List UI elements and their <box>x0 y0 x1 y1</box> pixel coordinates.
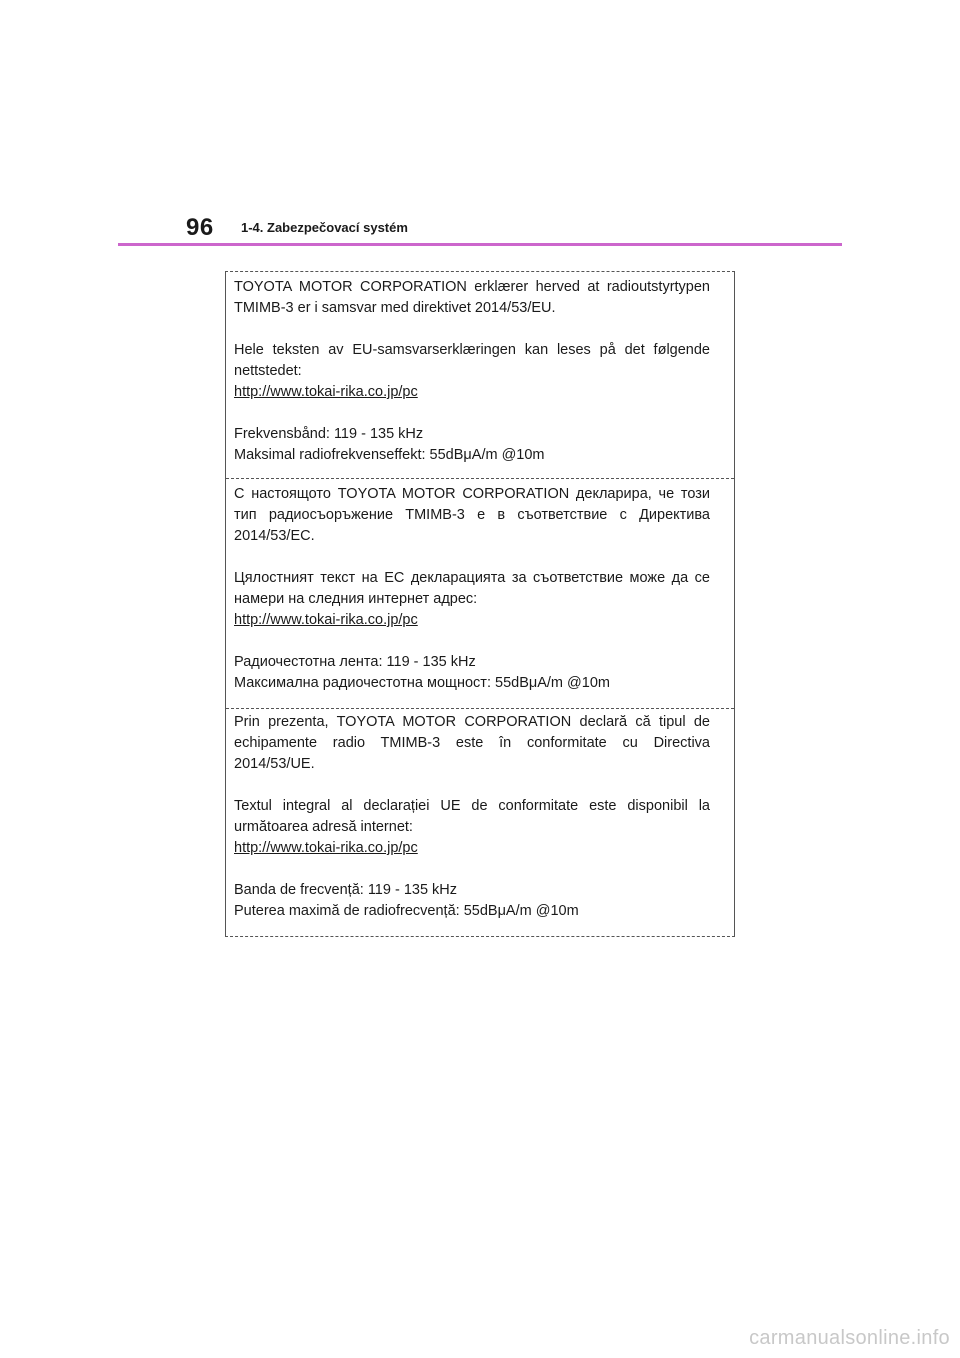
watermark: carmanualsonline.info <box>749 1327 950 1349</box>
spec-block <box>234 880 710 922</box>
declaration-text: Prin prezenta, TOYOTA MOTOR CORPORATION declară că tipul de echipamente radio TMIMB-3 este în conformitate cu Directiva 2014/53/UE. <box>234 714 710 772</box>
declaration-link[interactable]: http://www.tokai-rika.co.jp/pc <box>234 384 418 400</box>
spec-block <box>234 424 710 466</box>
declaration-section-bulgarian <box>226 484 734 694</box>
max-power: Puterea maximă de radiofrecvență: 55dBμA/m @10m <box>234 903 579 919</box>
declaration-link[interactable]: http://www.tokai-rika.co.jp/pc <box>234 612 418 628</box>
frequency-band: Frekvensbånd: 119 - 135 kHz <box>234 426 424 442</box>
full-text-intro: Textul integral al declarației UE de conformitate este disponibil la următoarea adresă internet: <box>234 798 710 835</box>
declaration-section-norwegian <box>226 277 734 466</box>
declaration-section-romanian <box>226 712 734 922</box>
max-power: Maksimal radiofrekvenseffekt: 55dBμA/m @10m <box>234 447 545 463</box>
declaration-text: TOYOTA MOTOR CORPORATION erklærer herved at radioutstyrtypen TMIMB-3 er i samsvar med direktivet 2014/53/EU. <box>234 279 710 316</box>
max-power: Максимална радиочестотна мощност: 55dBμA/m @10m <box>234 675 610 691</box>
full-text-block <box>234 340 710 403</box>
declaration-text: С настоящото TOYOTA MOTOR CORPORATION декларира, че този тип радиосъоръжение TMIMB-3 е в съответствие с Директива 2014/53/ЕС. <box>234 486 710 544</box>
page-number: 96 <box>186 214 214 241</box>
full-text-block <box>234 568 710 631</box>
full-text-intro: Цялостният текст на ЕС декларацията за съответствие може да се намери на следния интернет адрес: <box>234 570 710 607</box>
section-divider <box>226 708 734 709</box>
frequency-band: Радиочестотна лента: 119 - 135 kHz <box>234 654 476 670</box>
full-text-intro: Hele teksten av EU-samsvarserklæringen kan leses på det følgende nettstedet: <box>234 342 710 379</box>
section-title: 1-4. Zabezpečovací systém <box>241 220 408 235</box>
full-text-block <box>234 796 710 859</box>
frequency-band: Banda de frecvență: 119 - 135 kHz <box>234 882 458 898</box>
header-rule <box>118 243 842 246</box>
section-divider <box>226 478 734 479</box>
spec-block <box>234 652 710 694</box>
declaration-link[interactable]: http://www.tokai-rika.co.jp/pc <box>234 840 418 856</box>
declaration-box <box>225 271 735 937</box>
